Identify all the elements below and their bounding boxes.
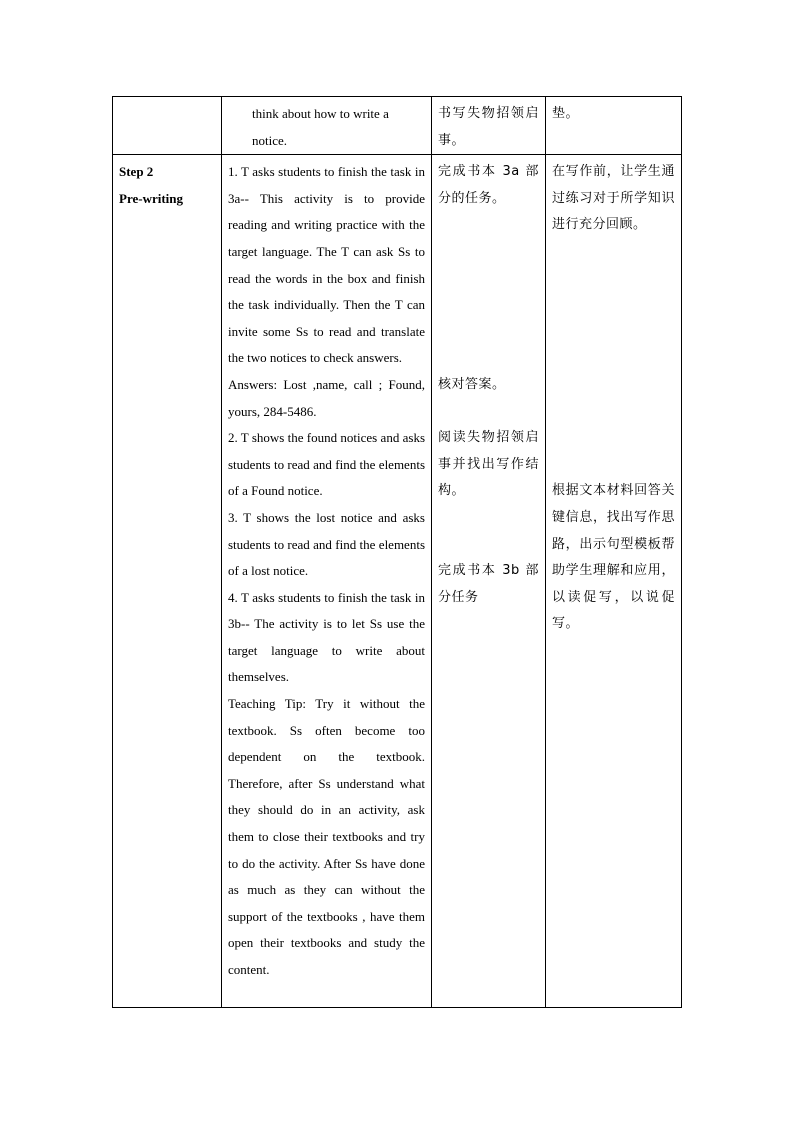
intent-cell: [546, 155, 682, 1008]
table-row: [113, 155, 682, 1008]
activity-cell: [222, 155, 432, 1008]
purpose-text: 完成书本 3a 部分的任务。: [438, 164, 539, 206]
step-title: Step 2: [119, 164, 154, 180]
activity-paragraph: Teaching Tip: Try it without the textbook. Ss often become too dependent on the textbook. Therefore, after Ss understand what they should do in an activity, ask them to close their textbooks and try to do the activity. After Ss have done as much as they can without the support of the textbooks , have them open their textbooks and study the content.: [228, 696, 425, 977]
table-row: [113, 97, 682, 155]
step-cell: [113, 97, 222, 155]
activity-cell: [222, 97, 432, 155]
purpose-text: 书写失物招领启事。: [438, 106, 539, 148]
purpose-text: 完成书本 3b 部分任务: [438, 563, 539, 605]
intent-text: 垫。: [552, 106, 580, 121]
intent-text: 根据文本材料回答关键信息，找出写作思路，出示句型模板帮助学生理解和应用，以读促写，以说促写。: [552, 483, 675, 632]
intent-text: 在写作前，让学生通过练习对于所学知识进行充分回顾。: [552, 164, 675, 233]
activity-paragraph: Answers: Lost ,name, call ; Found, yours, 284-5486.: [228, 376, 425, 419]
lesson-plan-table: [112, 96, 682, 1008]
activity-paragraph: 1. T asks students to finish the task in 3a-- This activity is to provide reading and writing practice with the target language. The T can ask Ss to read the words in the box and finish the task individually. Then the T can invite some Ss to read and translate the two notices to check answers.: [228, 164, 425, 366]
activity-paragraph: 4. T asks students to finish the task in 3b-- The activity is to let Ss use the target language to write about themselves.: [228, 589, 425, 685]
activity-line: notice.: [252, 132, 288, 148]
activity-paragraph: 3. T shows the lost notice and asks students to read and find the elements of a lost notice.: [228, 509, 425, 579]
intent-cell: [546, 97, 682, 155]
purpose-text: 核对答案。: [438, 376, 506, 392]
step-subtitle: Pre-writing: [119, 190, 184, 206]
purpose-text: 阅读失物招领启事并找出写作结构。: [438, 430, 539, 499]
activity-paragraph: 2. T shows the found notices and asks students to read and find the elements of a Found notice.: [228, 430, 425, 499]
step-cell: [113, 155, 222, 1008]
purpose-cell: [432, 97, 546, 155]
activity-line: think about how to write a: [252, 106, 389, 121]
purpose-cell: [432, 155, 546, 1008]
